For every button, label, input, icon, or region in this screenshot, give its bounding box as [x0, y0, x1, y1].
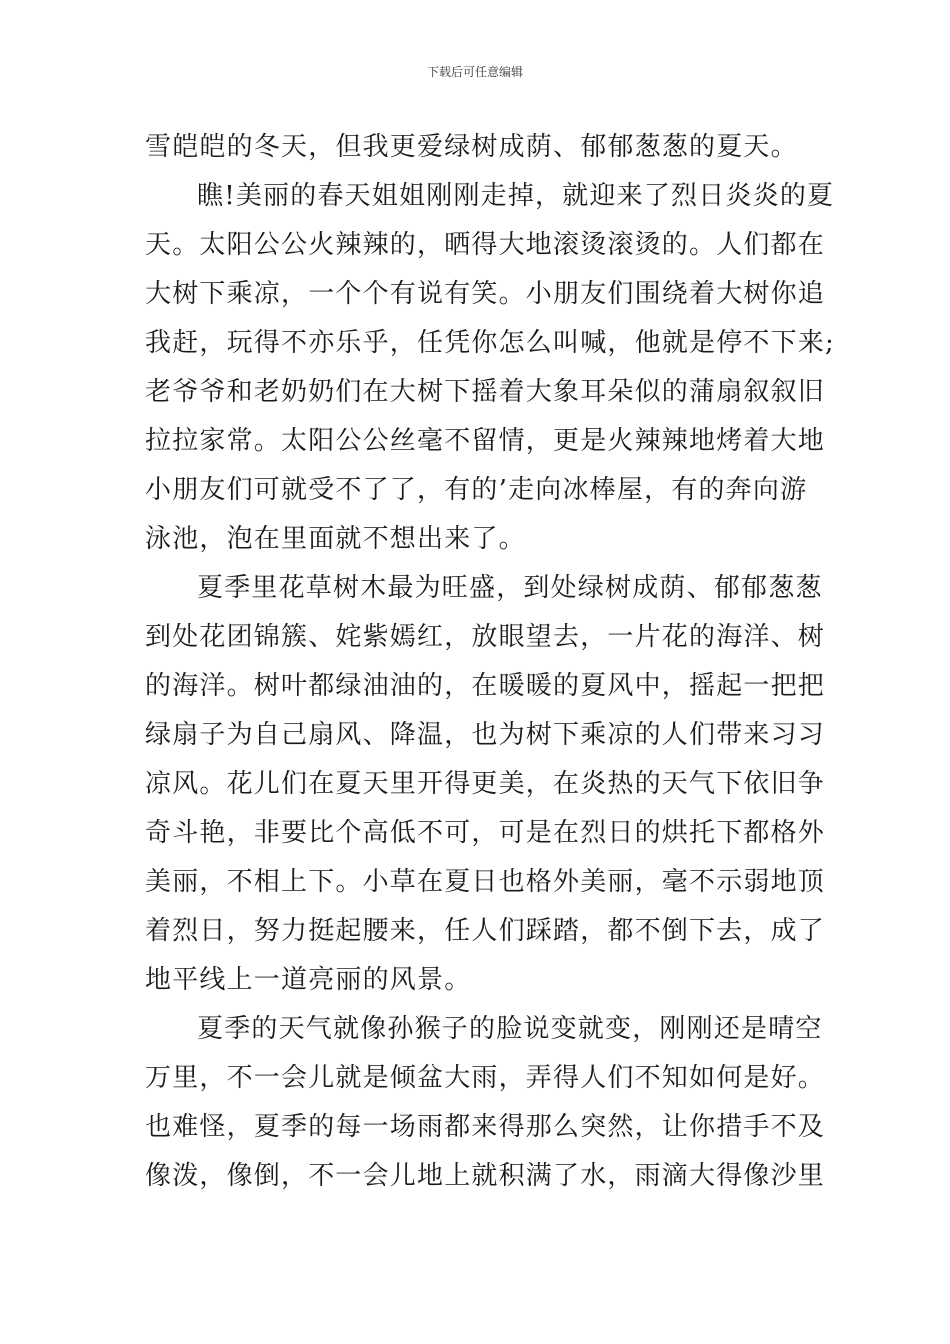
text-line: 绿扇子为自己扇风、降温，也为树下乘凉的人们带来习习	[145, 720, 826, 750]
text-line: 美丽，不相上下。小草在夏日也格外美丽，毫不示弱地顶	[145, 867, 826, 897]
text-line: 大树下乘凉，一个个有说有笑。小朋友们围绕着大树你追	[145, 279, 826, 309]
text-line: 天。太阳公公火辣辣的，晒得大地滚烫滚烫的。人们都在	[145, 230, 826, 260]
document-body	[145, 123, 835, 1201]
text-line: 奇斗艳，非要比个高低不可，可是在烈日的烘托下都格外	[145, 818, 826, 848]
page-header: 下载后可任意编辑	[426, 65, 523, 79]
text-line: 的海洋。树叶都绿油油的，在暖暖的夏风中，摇起一把把	[145, 671, 826, 701]
text-line: 地平线上一道亮丽的风景。	[145, 965, 472, 995]
text-line: 拉拉家常。太阳公公丝毫不留情，更是火辣辣地烤着大地	[145, 426, 826, 456]
text-line: 泳池，泡在里面就不想出来了。	[145, 524, 526, 554]
text-line: 小朋友们可就受不了了，有的’走向冰棒屋，有的奔向游	[145, 475, 808, 505]
text-line: 万里，不一会儿就是倾盆大雨，弄得人们不知如何是好。	[145, 1063, 826, 1093]
text-line: 像泼，像倒，不一会儿地上就积满了水，雨滴大得像沙里	[145, 1161, 826, 1191]
text-line: 到处花团锦簇、姹紫嫣红，放眼望去，一片花的海洋、树	[145, 622, 826, 652]
text-line: 凉风。花儿们在夏天里开得更美，在炎热的天气下依旧争	[145, 769, 826, 799]
text-line: 雪皑皑的冬天，但我更爱绿树成荫、郁郁葱葱的夏天。	[145, 132, 798, 162]
text-line: 老爷爷和老奶奶们在大树下摇着大象耳朵似的蒲扇叙叙旧	[145, 377, 826, 407]
text-line: 着烈日，努力挺起腰来，任人们踩踏，都不倒下去，成了	[145, 916, 826, 946]
paragraph-start-line: 夏季的天气就像孙猴子的脸说变就变，刚刚还是晴空	[197, 1014, 823, 1044]
text-line: 也难怪，夏季的每一场雨都来得那么突然，让你措手不及	[145, 1112, 826, 1142]
paragraph-start-line: 夏季里花草树木最为旺盛，到处绿树成荫、郁郁葱葱	[197, 573, 823, 603]
text-line: 我赶，玩得不亦乐乎，任凭你怎么叫喊，他就是停不下来;	[145, 328, 835, 358]
paragraph-start-line: 瞧!美丽的春天姐姐刚刚走掉，就迎来了烈日炎炎的夏	[197, 181, 835, 211]
